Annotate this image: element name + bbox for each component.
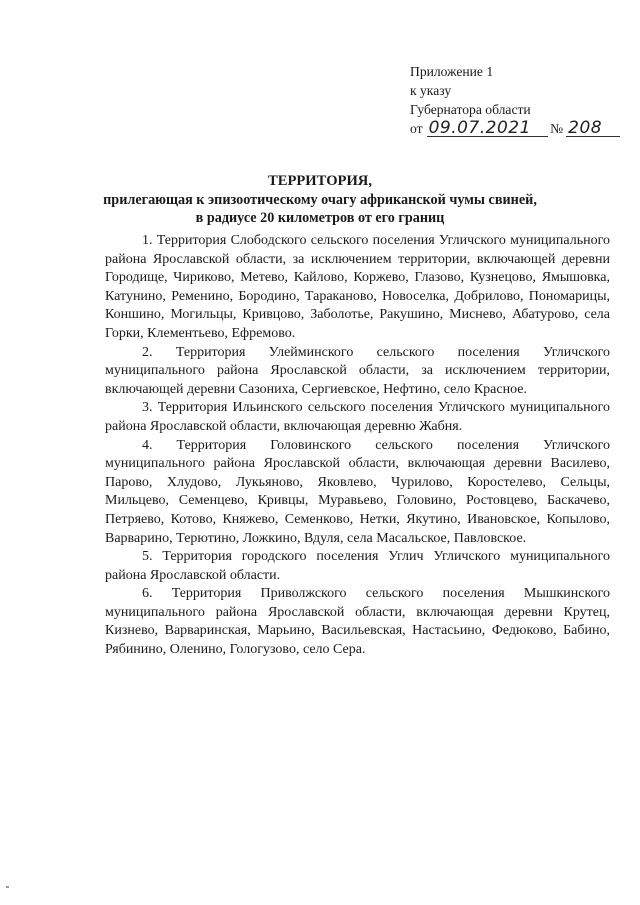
from-label: от bbox=[410, 121, 423, 136]
territory-item-2: 2. Территория Улейминского сельского поселения Угличского муниципального района Ярославской области, за исключением территории, включающей деревни Сазониха, Сергиевское, Нефтино, село Красное. bbox=[105, 344, 610, 397]
title-subtitle-line2: в радиусе 20 километров от его границ bbox=[195, 210, 445, 226]
scan-speck bbox=[6, 886, 9, 888]
territory-item-3: 3. Территория Ильинского сельского поселения Угличского муниципального района Ярославской области, включающая деревню Жабня. bbox=[105, 400, 610, 434]
date-number-line bbox=[410, 119, 620, 138]
territory-item-4: 4. Территория Головинского сельского поселения Угличского муниципального района Ярославской области, включающая деревни Василево, Парово, Хлудово, Лукьяново, Яковлево, Чурилово, Коростелево, Сельцы, Мильцево, Семенцево, Кривцы, Муравьево, Головино, Ростовцево, Баскачево, Петряево, Котово, Княжево, Семенково, Нетки, Якутино, Ивановское, Копылово, Варварино, Терютино, Ложкино, Вдуля, села Масальское, Павловское. bbox=[105, 437, 610, 546]
territory-list bbox=[105, 232, 610, 660]
handwritten-number: 208 bbox=[566, 120, 620, 137]
territory-item-5: 5. Территория городского поселения Углич Угличского муниципального района Ярославской области. bbox=[105, 549, 610, 583]
number-label: № bbox=[550, 121, 564, 136]
decree-reference: к указу bbox=[410, 83, 452, 98]
title-subtitle-line1: прилегающая к эпизоотическому очагу африканской чумы свиней, bbox=[103, 192, 537, 208]
appendix-label: Приложение 1 bbox=[410, 64, 494, 79]
governor-reference: Губернатора области bbox=[410, 102, 531, 117]
document-title bbox=[100, 172, 540, 227]
appendix-header bbox=[410, 62, 620, 138]
territory-item-6: 6. Территория Приволжского сельского поселения Мышкинского муниципального района Ярославской области, включающая деревни Крутец, Кизнево, Варваринская, Марьино, Васильевская, Настасьино, Федюково, Бабино, Рябинино, Оленино, Гологузово, село Сера. bbox=[105, 586, 610, 658]
title-heading: ТЕРРИТОРИЯ, bbox=[268, 173, 372, 189]
handwritten-date: 09.07.2021 bbox=[427, 120, 549, 137]
territory-item-1: 1. Территория Слободского сельского поселения Угличского муниципального района Ярославской области, за исключением территории, включающей деревни Городище, Чириково, Метево, Кайлово, Коржево, Глазово, Кузнецово, Ямышовка, Катунино, Ременино, Бородино, Тараканово, Новоселка, Добрилово, Пономарицы, Коншино, Могильцы, Кривцово, Заболотье, Ракушино, Миснево, Абатурово, села Горки, Клементьево, Ефремово. bbox=[105, 233, 610, 341]
